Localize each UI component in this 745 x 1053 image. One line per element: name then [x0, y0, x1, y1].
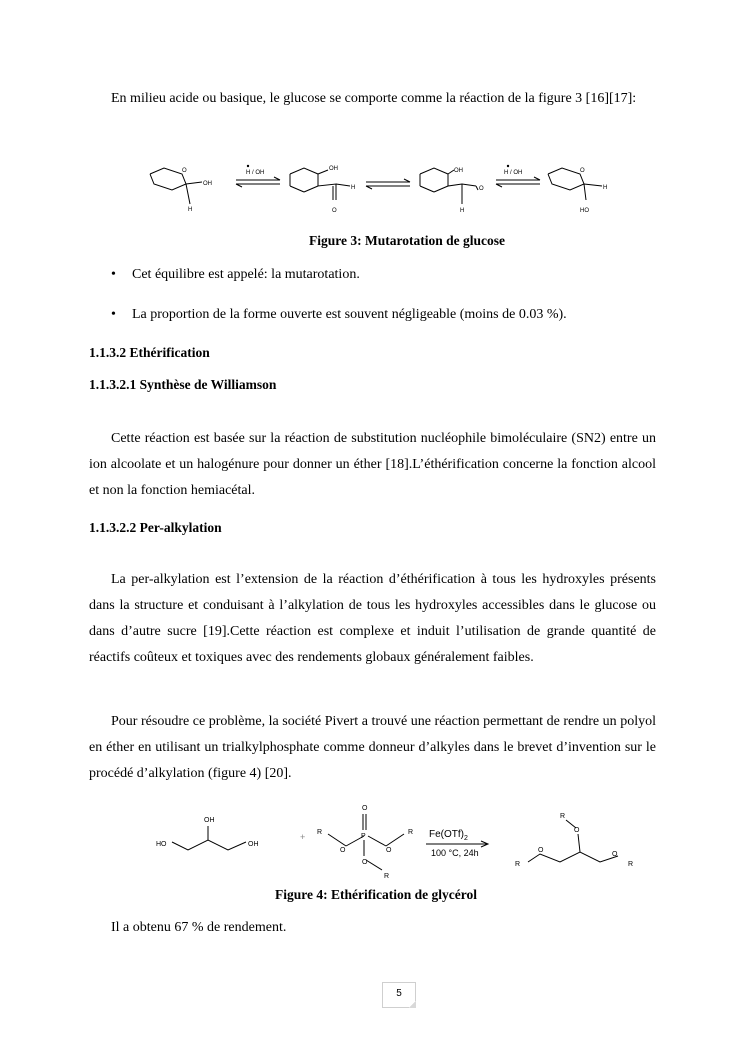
open-chain-aldehyde-1 [290, 166, 355, 214]
bullet-text: Cet équilibre est appelé: la mutarotation. [132, 267, 360, 282]
o-label: O [362, 859, 368, 866]
figure4-caption: Figure 4: Ethérification de glycérol [275, 887, 477, 902]
oh-label: OH [204, 817, 215, 824]
section-heading: 1.1.3.2.2 Per-alkylation [89, 520, 222, 535]
h-label: H [188, 207, 193, 213]
reaction-arrow [426, 829, 488, 858]
yield-paragraph: Il a obtenu 67 % de rendement. [111, 920, 287, 935]
oh-label: OH [203, 181, 212, 187]
equilibrium-arrow-3 [496, 165, 540, 187]
oh-label: OH [454, 168, 463, 174]
o-label: O [538, 847, 544, 854]
r-label: R [384, 873, 390, 880]
alpha-glucopyranose [150, 168, 212, 213]
bullet-text: La proportion de la forme ouverte est souvent négligeable (moins de 0.03 %). [132, 307, 567, 322]
figure4-scheme [150, 800, 640, 880]
h-label: H [351, 185, 356, 191]
equilibrium-arrow-2 [366, 179, 410, 189]
o-label: O [362, 805, 368, 812]
bullet-item: • La proportion de la forme ouverte est souvent négligeable (moins de 0.03 %). [111, 307, 567, 322]
bullet-item: • Cet équilibre est appelé: la mutarotation. [111, 267, 360, 282]
oh-label: OH [248, 841, 259, 848]
r-label: R [628, 861, 634, 868]
glycerol [156, 817, 259, 850]
triether-product [515, 813, 633, 868]
section-heading: 1.1.3.2.1 Synthèse de Williamson [89, 377, 277, 392]
trialkylphosphate [317, 805, 413, 880]
ring-oxygen-label: O [182, 168, 187, 174]
o-label: O [612, 851, 618, 858]
figure3-caption: Figure 3: Mutarotation de glucose [309, 233, 505, 248]
peralkylation-paragraph: La per-alkylation est l’extension de la réaction d’éthérification à tous les hydroxyles présents dans la structure et conduisant à l’alkylation de tous les hydroxyles accessibles dans le glucose ou dans d’autre sucre [19].Cette réaction est complexe et induit l’utilisation de grande quantité de réactifs coûteux et toxiques avec des rendements globaux généralement faibles. [89, 572, 656, 665]
o-label: O [574, 827, 580, 834]
williamson-paragraph: Cette réaction est basée sur la réaction de substitution nucléophile bimoléculaire (SN2) entre un ion alcoolate et un halogénure pour donner un éther [18].L’éthérification concerne la fonction alcool et non la fonction hemiacétal. [89, 431, 656, 498]
oh-label: OH [329, 166, 338, 172]
intro-paragraph: En milieu acide ou basique, le glucose se comporte comme la réaction de la figure 3 [16][17]: [111, 91, 637, 106]
ring-oxygen-label: O [580, 168, 585, 174]
figure3-scheme [140, 160, 620, 220]
ho-label: HO [156, 841, 167, 848]
catalyst-label: $Fe(OTf)_2$ [429, 829, 468, 842]
page-number: 5 [382, 982, 416, 1008]
h-label: H [603, 185, 608, 191]
p-label: P [361, 833, 366, 840]
beta-glucopyranose [548, 168, 607, 214]
r-label: R [560, 813, 566, 820]
o-label: O [332, 208, 337, 214]
o-label: O [340, 847, 346, 854]
o-label: O [479, 186, 484, 192]
plus-sign: + [300, 832, 306, 842]
equilibrium-arrow-1 [236, 165, 280, 187]
open-chain-aldehyde-2 [420, 168, 484, 214]
catalyst-label: H / OH [504, 170, 523, 176]
pivert-paragraph: Pour résoudre ce problème, la société Pivert a trouvé une réaction permettant de rendre un polyol en éther en utilisant un trialkylphosphate comme donneur d’alkyles dans le brevet d’invention sur le procédé d’alkylation (figure 4) [20]. [89, 714, 656, 781]
r-label: R [515, 861, 521, 868]
ho-label: HO [580, 208, 589, 214]
conditions-label: 100 °C, 24h [431, 848, 479, 858]
catalyst-label: H / OH [246, 170, 265, 176]
section-heading: 1.1.3.2 Ethérification [89, 345, 210, 360]
o-label: O [386, 847, 392, 854]
r-label: R [317, 829, 323, 836]
h-label: H [460, 208, 465, 214]
r-label: R [408, 829, 414, 836]
